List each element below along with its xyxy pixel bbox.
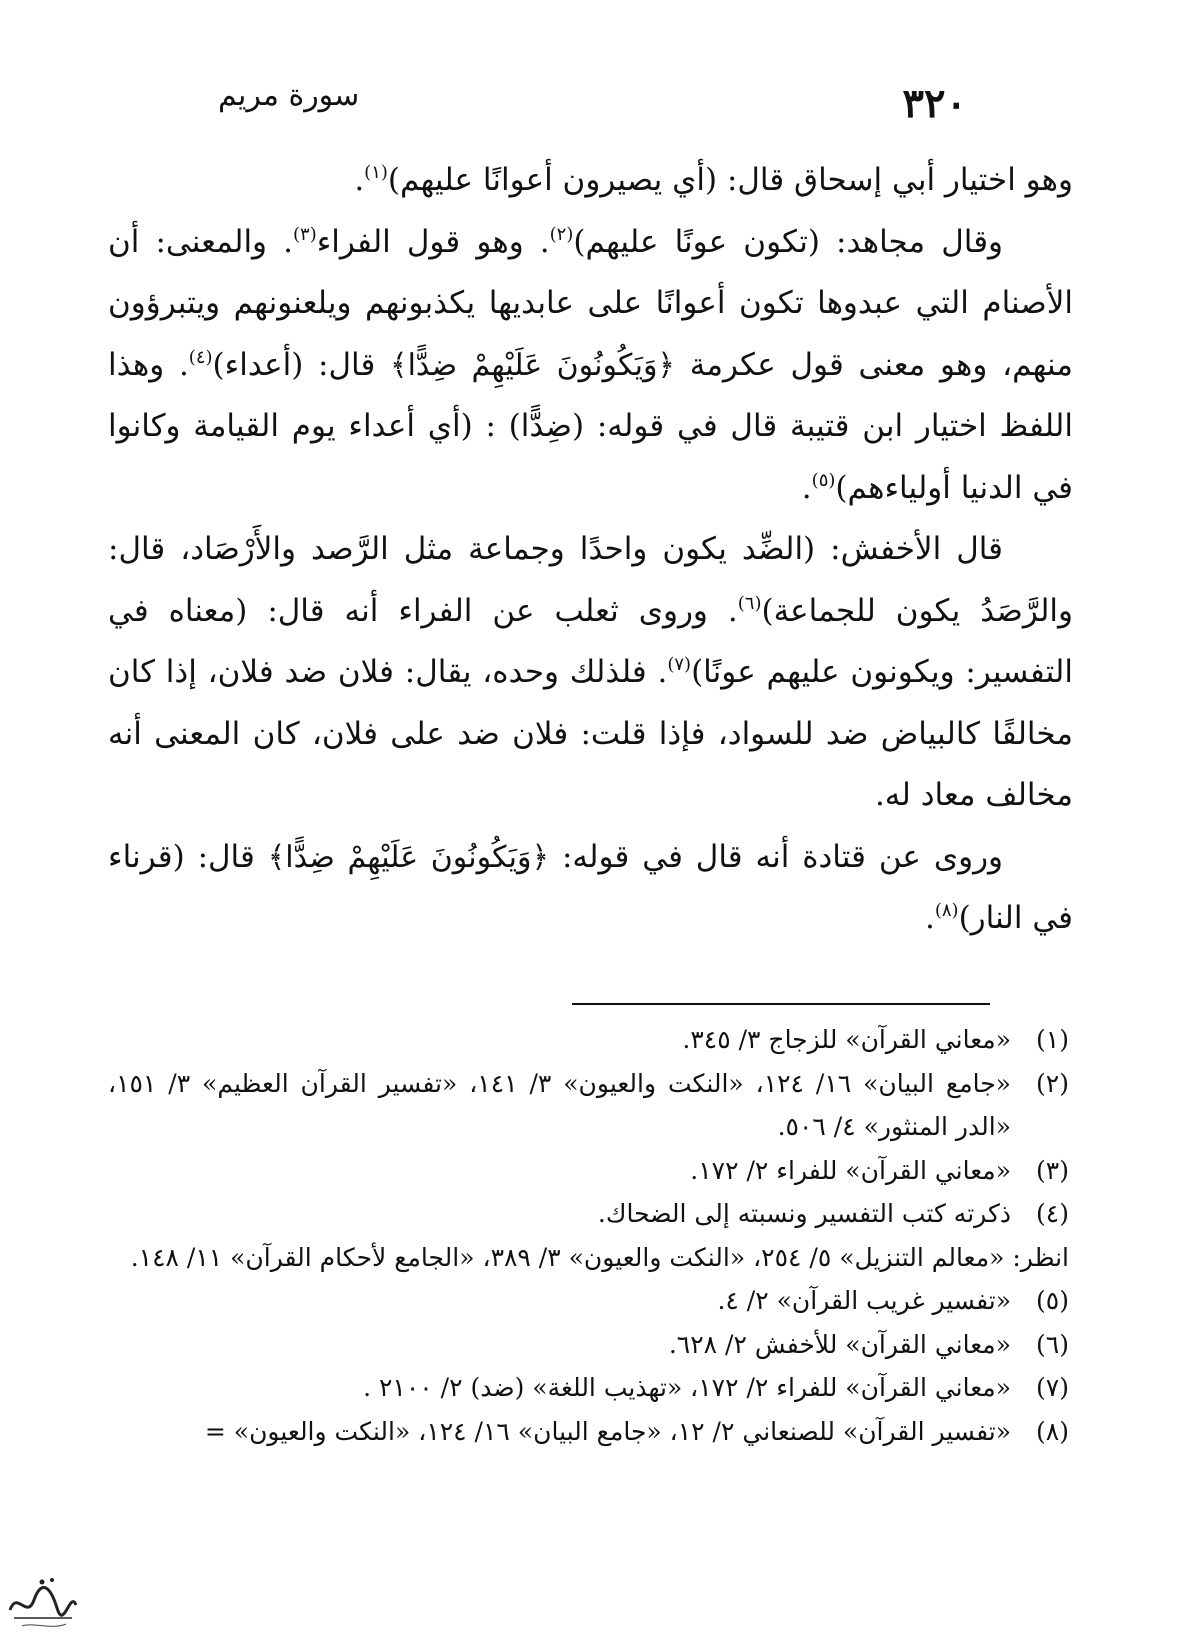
footnote-number: (١): [1036, 1025, 1069, 1054]
text-run: وروى عن قتادة أنه قال في قوله:: [549, 838, 1004, 875]
text-run: . وهذا اللفظ اختيار ابن قتيبة قال في قوله: (ضِدًّا) : (أي أعداء يوم القيامة وكانوا في الدنيا أولياءهم): [108, 346, 1073, 506]
footnote-text: «تفسير غريب القرآن» ٢/ ٤.: [717, 1286, 1011, 1315]
text-run: قال: (قرناء في النار): [108, 838, 1073, 936]
footnote-ref[interactable]: (٦): [737, 592, 762, 614]
text-run: قال: (أعداء): [212, 346, 390, 383]
page-number: ٣٢٠: [902, 80, 967, 127]
footnote-number: (٢): [1036, 1068, 1069, 1098]
footnote-ref[interactable]: (٢): [549, 223, 574, 245]
footnote-item: [108, 1062, 1069, 1149]
quran-verse: ﴿وَيَكُونُونَ عَلَيْهِمْ ضِدًّا﴾: [267, 839, 550, 875]
text-run: . والمعنى: أن الأصنام التي عبدوها تكون أعوانًا على عابديها يكذبونهم ويلعنونهم ويتبرؤون منهم، وهو معنى قول عكرمة: [108, 223, 1073, 383]
footnote-number: (٤): [1036, 1199, 1069, 1228]
running-title: سورة مريم: [218, 78, 360, 113]
text-run: . وروى ثعلب عن الفراء أنه قال: (معناه في التفسير: ويكونون عليهم عونًا): [108, 592, 1073, 690]
text-run: .: [354, 162, 365, 198]
footnote-item: [108, 1323, 1069, 1367]
footnote-item: [108, 1149, 1069, 1193]
footnote-item: [108, 1018, 1069, 1062]
footnote-item: [108, 1366, 1069, 1410]
logo-stamp-icon: [2, 1560, 82, 1640]
main-text: [108, 150, 1073, 950]
footnote-number: (٦): [1036, 1329, 1069, 1359]
paragraph-2: [108, 212, 1073, 520]
text-run: . فلذلك وحده، يقال: فلان ضد فلان، إذا كان مخالفًا كالبياض ضد للسواد، فإذا قلت: فلان ضد على فلان، كان المعنى أنه مخالف معاد له.: [108, 654, 1073, 813]
footnote-ref[interactable]: (٥): [811, 469, 836, 491]
footnote-ref[interactable]: (٧): [667, 654, 692, 675]
footnote-number: (٨): [1036, 1416, 1069, 1446]
text-run: . وهو قول الفراء: [316, 223, 550, 260]
footnote-text: «معاني القرآن» للفراء ٢/ ١٧٢.: [690, 1155, 1011, 1185]
paragraph-1: [108, 150, 1073, 212]
footnote-separator: [572, 1003, 990, 1005]
footnote-number: (٧): [1036, 1373, 1069, 1402]
text-run: .: [801, 469, 812, 506]
paragraph-4: [108, 827, 1073, 950]
paragraph-3: [108, 519, 1073, 827]
footnote-continuation: [108, 1236, 1069, 1280]
footnote-text: ذكرته كتب التفسير ونسبته إلى الضحاك.: [597, 1199, 1011, 1228]
footnote-ref[interactable]: (٨): [934, 900, 959, 921]
text-run: وهو اختيار أبي إسحاق قال: (أي يصيرون أعوانًا عليهم): [387, 162, 1073, 198]
quran-verse: ﴿وَيَكُونُونَ عَلَيْهِمْ ضِدًّا﴾: [390, 347, 676, 383]
text-run: وقال مجاهد: (تكون عونًا عليهم): [573, 223, 1004, 260]
footnote-ref[interactable]: (٣): [293, 223, 317, 245]
footnote-number: (٥): [1036, 1286, 1069, 1315]
footnote-text: «معاني القرآن» للأخفش ٢/ ٦٢٨.: [668, 1329, 1011, 1359]
footnote-item: [108, 1192, 1069, 1236]
footnote-item: [108, 1410, 1069, 1454]
footnote-text: «تفسير القرآن» للصنعاني ٢/ ١٢، «جامع البيان» ١٦/ ١٢٤، «النكت والعيون» =: [204, 1416, 1011, 1446]
footnote-ref[interactable]: (٤): [188, 346, 213, 368]
footnotes: [108, 1018, 1069, 1453]
footnote-text: «جامع البيان» ١٦/ ١٢٤، «النكت والعيون» ٣/ ١٤١، «تفسير القرآن العظيم» ٣/ ١٥١، «الدر المنثور» ٤/ ٥٠٦.: [108, 1068, 1011, 1141]
footnote-number: (٣): [1036, 1155, 1069, 1185]
footnote-item: [108, 1279, 1069, 1323]
footnote-text: «معاني القرآن» للفراء ٢/ ١٧٢، «تهذيب اللغة» (ضد) ٢/ ٢١٠٠ .: [363, 1373, 1011, 1402]
footnote-ref[interactable]: (١): [364, 162, 388, 183]
text-run: قال الأخفش: (الضِّد يكون واحدًا وجماعة مثل الرَّصد والأَرْصَاد، قال: والرَّصَدُ يكون للجماعة): [108, 531, 1073, 629]
footnote-text: انظر: «معالم التنزيل» ٥/ ٢٥٤، «النكت والعيون» ٣/ ٣٨٩، «الجامع لأحكام القرآن» ١١/ ١٤٨.: [130, 1242, 1069, 1272]
text-run: .: [924, 900, 935, 936]
footnote-text: «معاني القرآن» للزجاج ٣/ ٣٤٥.: [682, 1025, 1011, 1054]
